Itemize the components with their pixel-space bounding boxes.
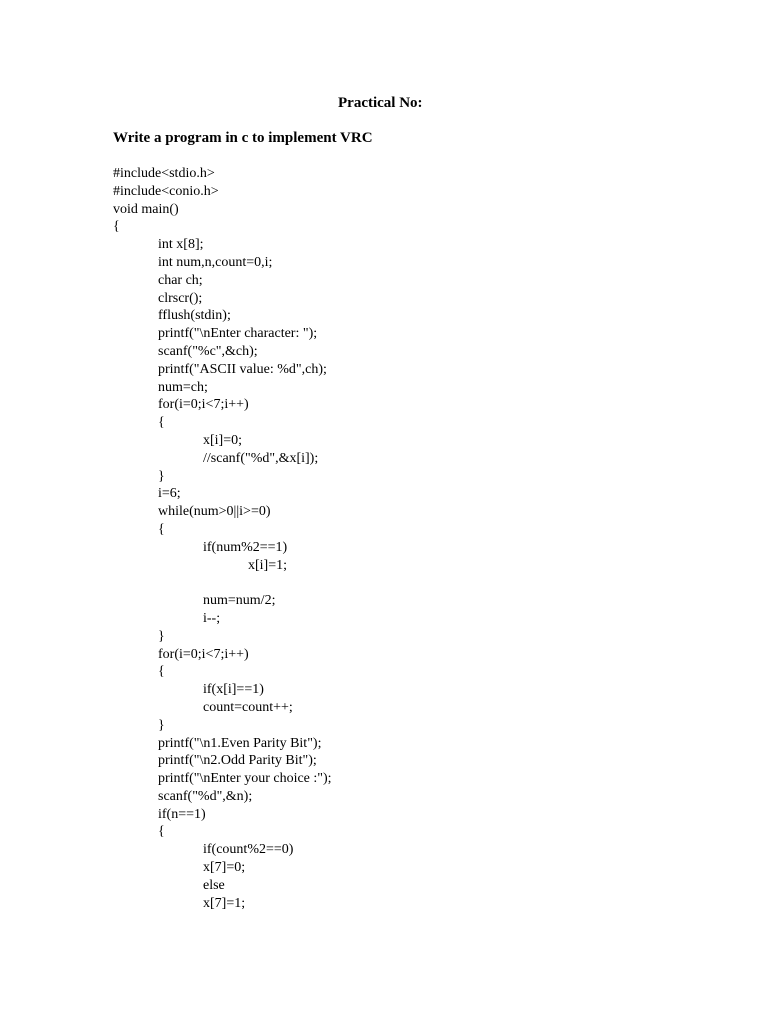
code-line: printf("\nEnter character: "); [158, 326, 318, 342]
code-line: x[i]=1; [248, 557, 287, 573]
code-line: #include<conio.h> [113, 183, 219, 199]
code-line: { [158, 824, 165, 840]
code-line: if(n==1) [158, 806, 206, 822]
code-line: { [158, 415, 165, 431]
code-line: num=num/2; [203, 593, 276, 609]
code-line: if(count%2==0) [203, 842, 294, 858]
code-line: printf("ASCII value: %d",ch); [158, 361, 327, 377]
code-line: } [158, 468, 165, 484]
page-subtitle: Write a program in c to implement VRC [113, 130, 373, 146]
code-line: i=6; [158, 486, 181, 502]
code-line: fflush(stdin); [158, 308, 231, 324]
code-line: for(i=0;i<7;i++) [158, 646, 249, 662]
code-line: } [158, 717, 165, 733]
page-title: Practical No: [338, 95, 423, 111]
code-line: printf("\n1.Even Parity Bit"); [158, 735, 322, 751]
code-line: } [158, 628, 165, 644]
code-line: x[i]=0; [203, 432, 242, 448]
code-line: x[7]=1; [203, 895, 246, 911]
code-line: //scanf("%d",&x[i]); [203, 450, 319, 466]
code-line: if(x[i]==1) [203, 682, 264, 698]
code-line: count=count++; [203, 699, 293, 715]
code-line [113, 574, 332, 592]
code-line: while(num>0||i>=0) [158, 504, 271, 520]
code-line: { [158, 521, 165, 537]
code-line: char ch; [158, 272, 203, 288]
code-line: clrscr(); [158, 290, 203, 306]
code-listing [113, 165, 332, 912]
code-line: i--; [203, 610, 221, 626]
code-line: for(i=0;i<7;i++) [158, 397, 249, 413]
code-line: void main() [113, 201, 179, 217]
code-line: printf("\n2.Odd Parity Bit"); [158, 753, 317, 769]
code-line: { [158, 664, 165, 680]
code-line: { [113, 219, 120, 235]
code-line: int x[8]; [158, 237, 204, 253]
code-line: printf("\nEnter your choice :"); [158, 771, 332, 787]
code-line: else [203, 877, 225, 893]
code-line: scanf("%c",&ch); [158, 343, 258, 359]
code-line: if(num%2==1) [203, 539, 288, 555]
code-line: num=ch; [158, 379, 208, 395]
code-line: scanf("%d",&n); [158, 788, 253, 804]
code-line: x[7]=0; [203, 860, 246, 876]
code-line: #include<stdio.h> [113, 166, 215, 181]
code-line: int num,n,count=0,i; [158, 254, 273, 270]
